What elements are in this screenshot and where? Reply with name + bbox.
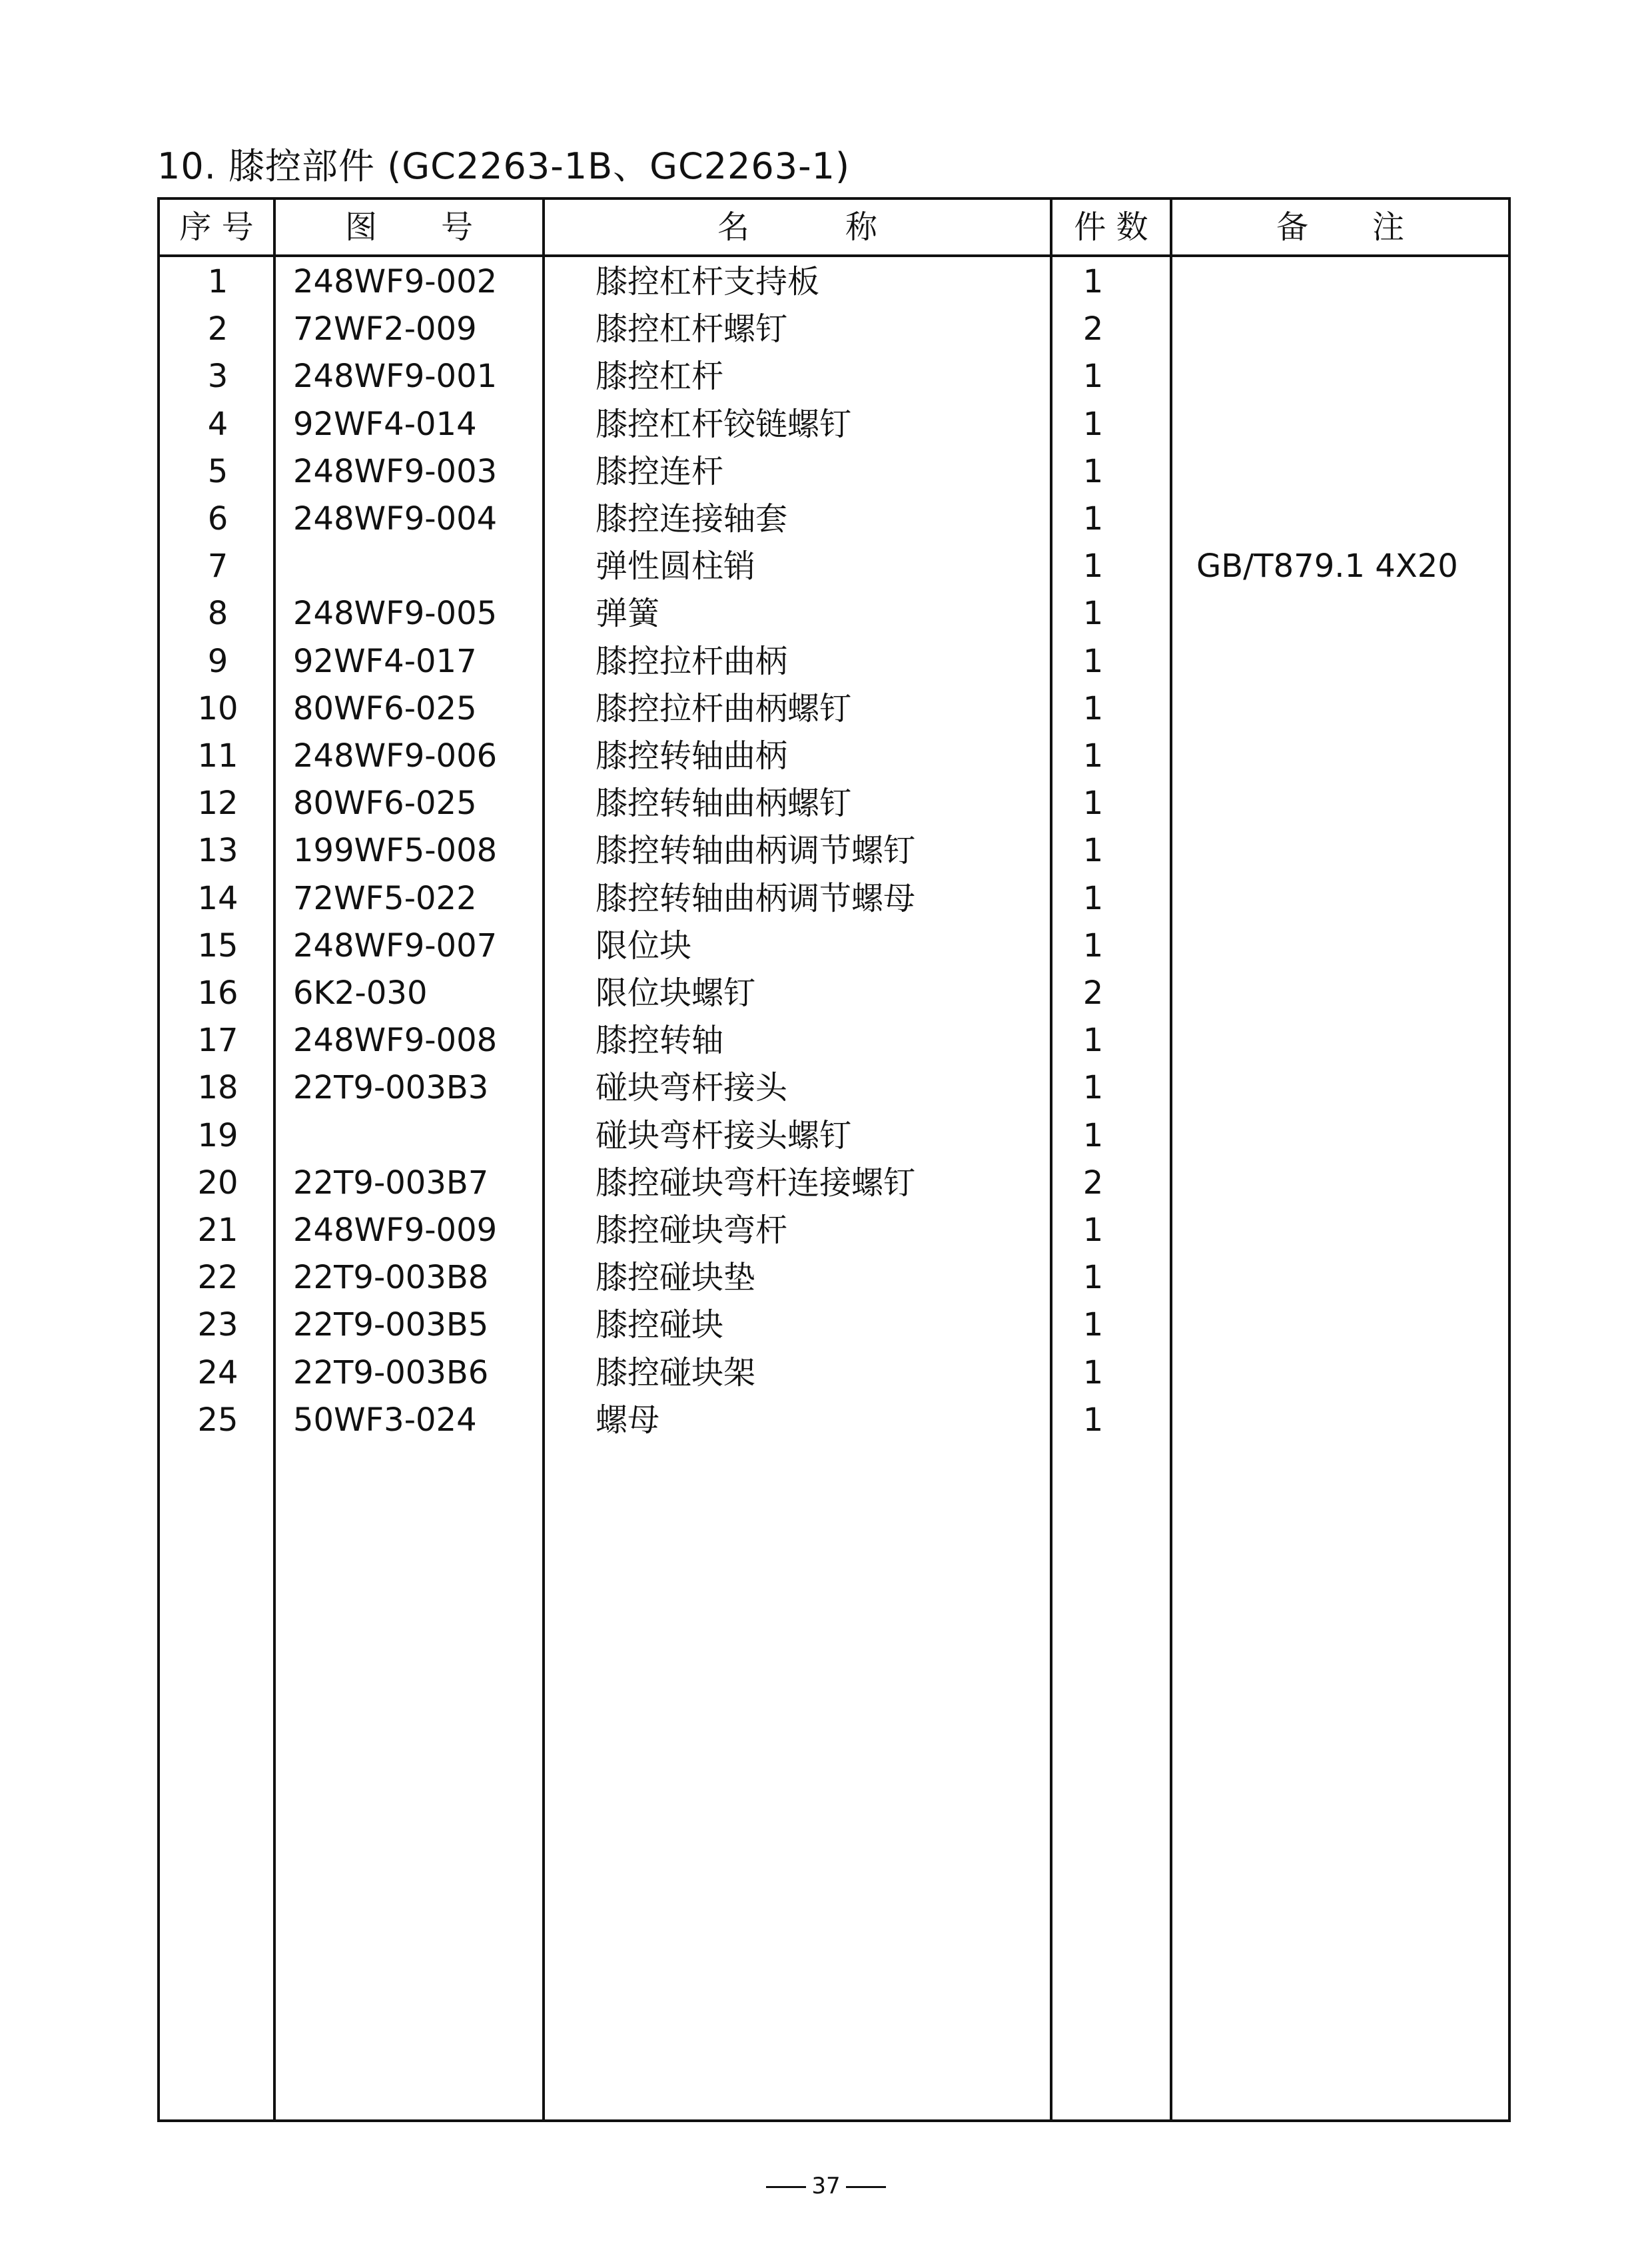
- cell-no: 10: [197, 689, 238, 727]
- cell-no: 3: [207, 358, 228, 396]
- cell-no: 13: [197, 832, 238, 870]
- cell-qty: 1: [1082, 1259, 1104, 1297]
- table-row: [160, 733, 1508, 780]
- cell-qty: 1: [1082, 1022, 1104, 1060]
- cell-no: 7: [207, 548, 228, 585]
- cell-qty: 1: [1082, 1116, 1104, 1154]
- cell-name: 膝控转轴曲柄调节螺钉: [596, 832, 916, 870]
- cell-no: 11: [197, 737, 238, 775]
- cell-name: 膝控转轴曲柄: [596, 737, 788, 775]
- cell-qty: 1: [1082, 832, 1104, 870]
- cell-name: 限位块螺钉: [596, 974, 756, 1012]
- cell-no: 22: [197, 1259, 238, 1297]
- cell-qty: 1: [1082, 263, 1104, 300]
- cell-no: 23: [197, 1306, 238, 1344]
- table-row: [160, 590, 1508, 637]
- table-row: [160, 923, 1508, 970]
- cell-qty: 1: [1082, 879, 1104, 917]
- cell-name: 膝控转轴曲柄调节螺母: [596, 879, 916, 917]
- cell-qty: 1: [1082, 405, 1104, 443]
- footer-dash: [766, 2186, 806, 2188]
- cell-name: 碰块弯杆接头: [596, 1069, 788, 1107]
- cell-name: 弹性圆柱销: [596, 548, 756, 585]
- cell-qty: 1: [1082, 548, 1104, 585]
- cell-name: 膝控拉杆曲柄: [596, 642, 788, 680]
- cell-qty: 1: [1082, 642, 1104, 680]
- cell-qty: 1: [1082, 1069, 1104, 1107]
- header-no: 序 号: [179, 208, 254, 246]
- cell-name: 弹簧: [596, 595, 660, 633]
- cell-no: 9: [207, 642, 228, 680]
- table-row: [160, 306, 1508, 353]
- header-part: 图 号: [344, 208, 473, 246]
- cell-no: 4: [207, 405, 228, 443]
- cell-qty: 1: [1082, 1212, 1104, 1249]
- cell-name: 膝控碰块: [596, 1306, 724, 1344]
- table-row: [160, 401, 1508, 448]
- cell-part: 248WF9-006: [293, 737, 498, 775]
- table-row: [160, 448, 1508, 496]
- cell-part: 6K2-030: [293, 974, 428, 1012]
- cell-qty: 1: [1082, 452, 1104, 490]
- cell-name: 膝控杠杆: [596, 358, 724, 396]
- cell-part: 22T9-003B6: [293, 1353, 489, 1391]
- cell-part: 72WF5-022: [293, 879, 477, 917]
- cell-part: 22T9-003B8: [293, 1259, 489, 1297]
- cell-part: 80WF6-025: [293, 785, 477, 823]
- cell-name: 膝控碰块弯杆: [596, 1212, 788, 1249]
- cell-part: 248WF9-001: [293, 358, 498, 396]
- cell-qty: 2: [1082, 974, 1104, 1012]
- cell-qty: 1: [1082, 785, 1104, 823]
- table-row: [160, 1397, 1508, 1444]
- cell-name: 膝控杠杆铰链螺钉: [596, 405, 852, 443]
- table-row: [160, 638, 1508, 685]
- cell-no: 18: [197, 1069, 238, 1107]
- table-header: [160, 200, 1508, 257]
- cell-no: 8: [207, 595, 228, 633]
- table-row: [160, 1302, 1508, 1349]
- cell-note: GB/T879.1 4X20: [1196, 548, 1458, 585]
- cell-name: 膝控碰块架: [596, 1353, 756, 1391]
- table-row: [160, 685, 1508, 733]
- cell-no: 14: [197, 879, 238, 917]
- table-row: [160, 496, 1508, 543]
- cell-name: 螺母: [596, 1401, 660, 1439]
- cell-no: 24: [197, 1353, 238, 1391]
- cell-name: 膝控转轴曲柄螺钉: [596, 785, 852, 823]
- cell-no: 16: [197, 974, 238, 1012]
- page-footer: [666, 2170, 986, 2202]
- cell-name: 膝控碰块垫: [596, 1259, 756, 1297]
- cell-qty: 1: [1082, 927, 1104, 964]
- cell-part: 248WF9-007: [293, 927, 498, 964]
- cell-part: 50WF3-024: [293, 1401, 477, 1439]
- table-row: [160, 543, 1508, 590]
- cell-qty: 2: [1082, 310, 1104, 348]
- table-row: [160, 1254, 1508, 1302]
- cell-part: 22T9-003B3: [293, 1069, 489, 1107]
- cell-qty: 1: [1082, 358, 1104, 396]
- cell-part: 248WF9-002: [293, 263, 498, 300]
- header-name: 名 称: [717, 208, 877, 246]
- cell-part: 80WF6-025: [293, 689, 477, 727]
- table-row: [160, 780, 1508, 827]
- cell-name: 膝控碰块弯杆连接螺钉: [596, 1164, 916, 1202]
- table-row: [160, 258, 1508, 306]
- cell-no: 2: [207, 310, 228, 348]
- cell-name: 限位块: [596, 927, 692, 964]
- cell-qty: 1: [1082, 737, 1104, 775]
- table-row: [160, 1349, 1508, 1397]
- cell-name: 膝控拉杆曲柄螺钉: [596, 689, 852, 727]
- cell-name: 膝控杠杆螺钉: [596, 310, 788, 348]
- cell-no: 21: [197, 1212, 238, 1249]
- cell-no: 17: [197, 1022, 238, 1060]
- parts-table: [157, 197, 1511, 2122]
- page-number: 37: [811, 2173, 841, 2199]
- cell-qty: 1: [1082, 500, 1104, 538]
- table-row: [160, 875, 1508, 923]
- cell-part: 92WF4-017: [293, 642, 477, 680]
- cell-no: 19: [197, 1116, 238, 1154]
- cell-qty: 1: [1082, 1353, 1104, 1391]
- page-title: 10. 膝控部件 (GC2263-1B、GC2263-1): [157, 145, 851, 187]
- table-row: [160, 1112, 1508, 1160]
- table-row: [160, 970, 1508, 1017]
- table-row: [160, 1017, 1508, 1064]
- cell-name: 膝控转轴: [596, 1022, 724, 1060]
- header-note: 备 注: [1276, 208, 1404, 246]
- cell-part: 22T9-003B7: [293, 1164, 489, 1202]
- cell-qty: 1: [1082, 689, 1104, 727]
- cell-name: 膝控连杆: [596, 452, 724, 490]
- cell-qty: 1: [1082, 595, 1104, 633]
- cell-no: 12: [197, 785, 238, 823]
- cell-part: 248WF9-004: [293, 500, 498, 538]
- cell-name: 膝控杠杆支持板: [596, 263, 820, 300]
- cell-no: 5: [207, 452, 228, 490]
- cell-name: 膝控连接轴套: [596, 500, 788, 538]
- cell-part: 92WF4-014: [293, 405, 477, 443]
- cell-part: 72WF2-009: [293, 310, 477, 348]
- table-row: [160, 1064, 1508, 1112]
- cell-no: 6: [207, 500, 228, 538]
- table-row: [160, 827, 1508, 875]
- cell-no: 20: [197, 1164, 238, 1202]
- cell-part: 248WF9-003: [293, 452, 498, 490]
- cell-part: 248WF9-008: [293, 1022, 498, 1060]
- table-row: [160, 1160, 1508, 1207]
- header-qty: 件 数: [1074, 208, 1148, 246]
- cell-part: 248WF9-009: [293, 1212, 498, 1249]
- cell-no: 15: [197, 927, 238, 964]
- footer-dash: [846, 2186, 886, 2188]
- cell-qty: 2: [1082, 1164, 1104, 1202]
- cell-no: 25: [197, 1401, 238, 1439]
- cell-qty: 1: [1082, 1306, 1104, 1344]
- cell-part: 248WF9-005: [293, 595, 498, 633]
- table-row: [160, 353, 1508, 400]
- cell-name: 碰块弯杆接头螺钉: [596, 1116, 852, 1154]
- cell-qty: 1: [1082, 1401, 1104, 1439]
- cell-part: 22T9-003B5: [293, 1306, 489, 1344]
- table-row: [160, 1207, 1508, 1254]
- cell-no: 1: [207, 263, 228, 300]
- cell-part: 199WF5-008: [293, 832, 498, 870]
